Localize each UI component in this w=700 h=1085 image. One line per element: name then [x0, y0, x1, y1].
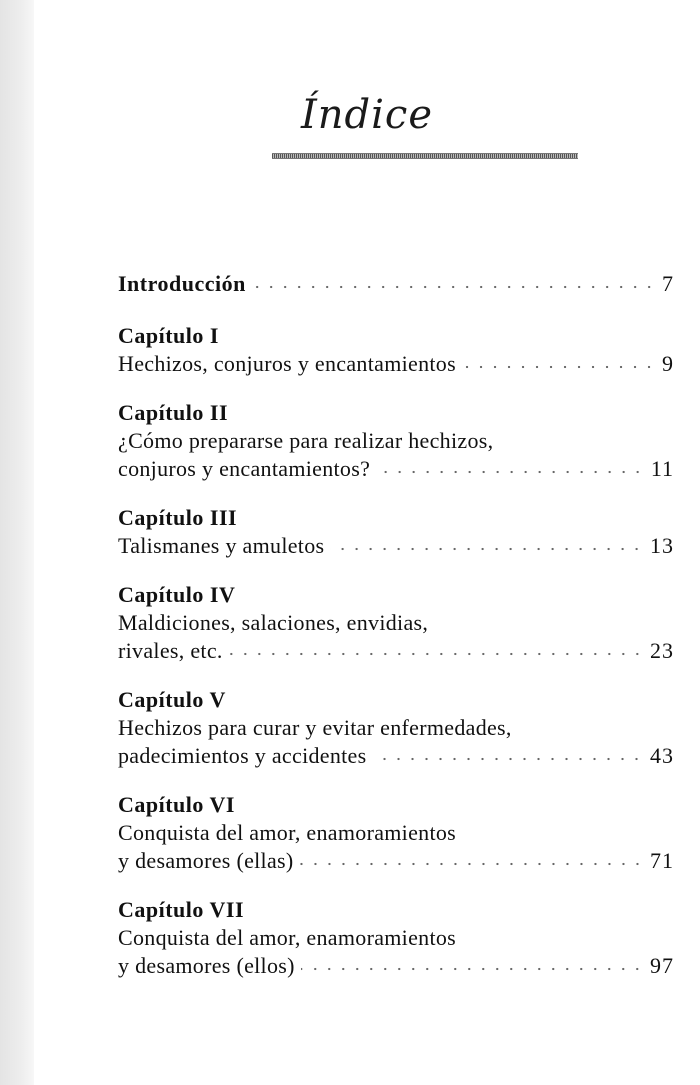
chapter-heading: Capítulo III [118, 505, 238, 530]
chapter-title-line: rivales, etc. [118, 638, 223, 663]
toc-leader-line [118, 532, 674, 560]
chapter-title-line: Hechizos para curar y evitar enfermedades, [118, 715, 512, 740]
chapter-title-line: y desamores (ellos) [118, 953, 295, 978]
chapter-title-line: padecimientos y accidentes [118, 743, 367, 768]
toc-entry-capitulo-2[interactable] [118, 399, 674, 483]
dot-leader [376, 469, 645, 475]
dot-leader [301, 966, 644, 972]
toc-leader-line [118, 270, 674, 298]
toc-entry-capitulo-5[interactable] [118, 686, 674, 770]
chapter-title-line: Conquista del amor, enamoramientos [118, 820, 457, 845]
toc-entry-title: Introducción [118, 271, 246, 296]
title-underline-ornament [272, 153, 578, 159]
dot-leader [330, 546, 644, 552]
toc-leader-line [118, 350, 674, 378]
page-gutter-shadow [0, 0, 34, 1085]
chapter-title-line: Conquista del amor, enamoramientos [118, 925, 457, 950]
toc-leader-line [118, 952, 674, 980]
chapter-title-line: y desamores (ellas) [118, 848, 294, 873]
toc-leader-line [118, 742, 674, 770]
chapter-title-line: Talismanes y amuletos [118, 533, 325, 558]
toc-page-number: 9 [662, 351, 674, 376]
toc-page-number: 11 [650, 456, 674, 481]
table-of-contents [118, 270, 674, 1001]
dot-leader [229, 651, 644, 657]
dot-leader [372, 756, 644, 762]
toc-entry-capitulo-4[interactable] [118, 581, 674, 665]
toc-page-number: 43 [650, 743, 674, 768]
chapter-title-line: conjuros y encantamientos? [118, 456, 371, 481]
toc-entry-capitulo-7[interactable] [118, 896, 674, 980]
toc-entry-capitulo-1[interactable] [118, 322, 674, 378]
chapter-heading: Capítulo VII [118, 897, 245, 922]
dot-leader [462, 364, 656, 370]
toc-leader-line [118, 455, 674, 483]
toc-leader-line [118, 847, 674, 875]
toc-entry-introduccion[interactable] [118, 270, 674, 298]
toc-page-number: 97 [650, 953, 674, 978]
chapter-heading: Capítulo IV [118, 582, 236, 607]
book-page [34, 0, 700, 1085]
toc-page-number: 23 [650, 638, 674, 663]
chapter-title-line: Hechizos, conjuros y encantamientos [118, 351, 456, 376]
toc-entry-capitulo-3[interactable] [118, 504, 674, 560]
toc-page-number: 71 [650, 848, 674, 873]
page-title: Índice [300, 92, 434, 138]
chapter-title-line: ¿Cómo prepararse para realizar hechizos, [118, 428, 494, 453]
chapter-heading: Capítulo VI [118, 792, 235, 817]
chapter-heading: Capítulo V [118, 687, 226, 712]
toc-entry-capitulo-6[interactable] [118, 791, 674, 875]
chapter-heading: Capítulo I [118, 323, 219, 348]
toc-leader-line [118, 637, 674, 665]
dot-leader [252, 284, 656, 290]
chapter-title-line: Maldiciones, salaciones, envidias, [118, 610, 429, 635]
toc-page-number: 7 [662, 271, 674, 296]
dot-leader [300, 861, 644, 867]
chapter-heading: Capítulo II [118, 400, 229, 425]
toc-page-number: 13 [650, 533, 674, 558]
